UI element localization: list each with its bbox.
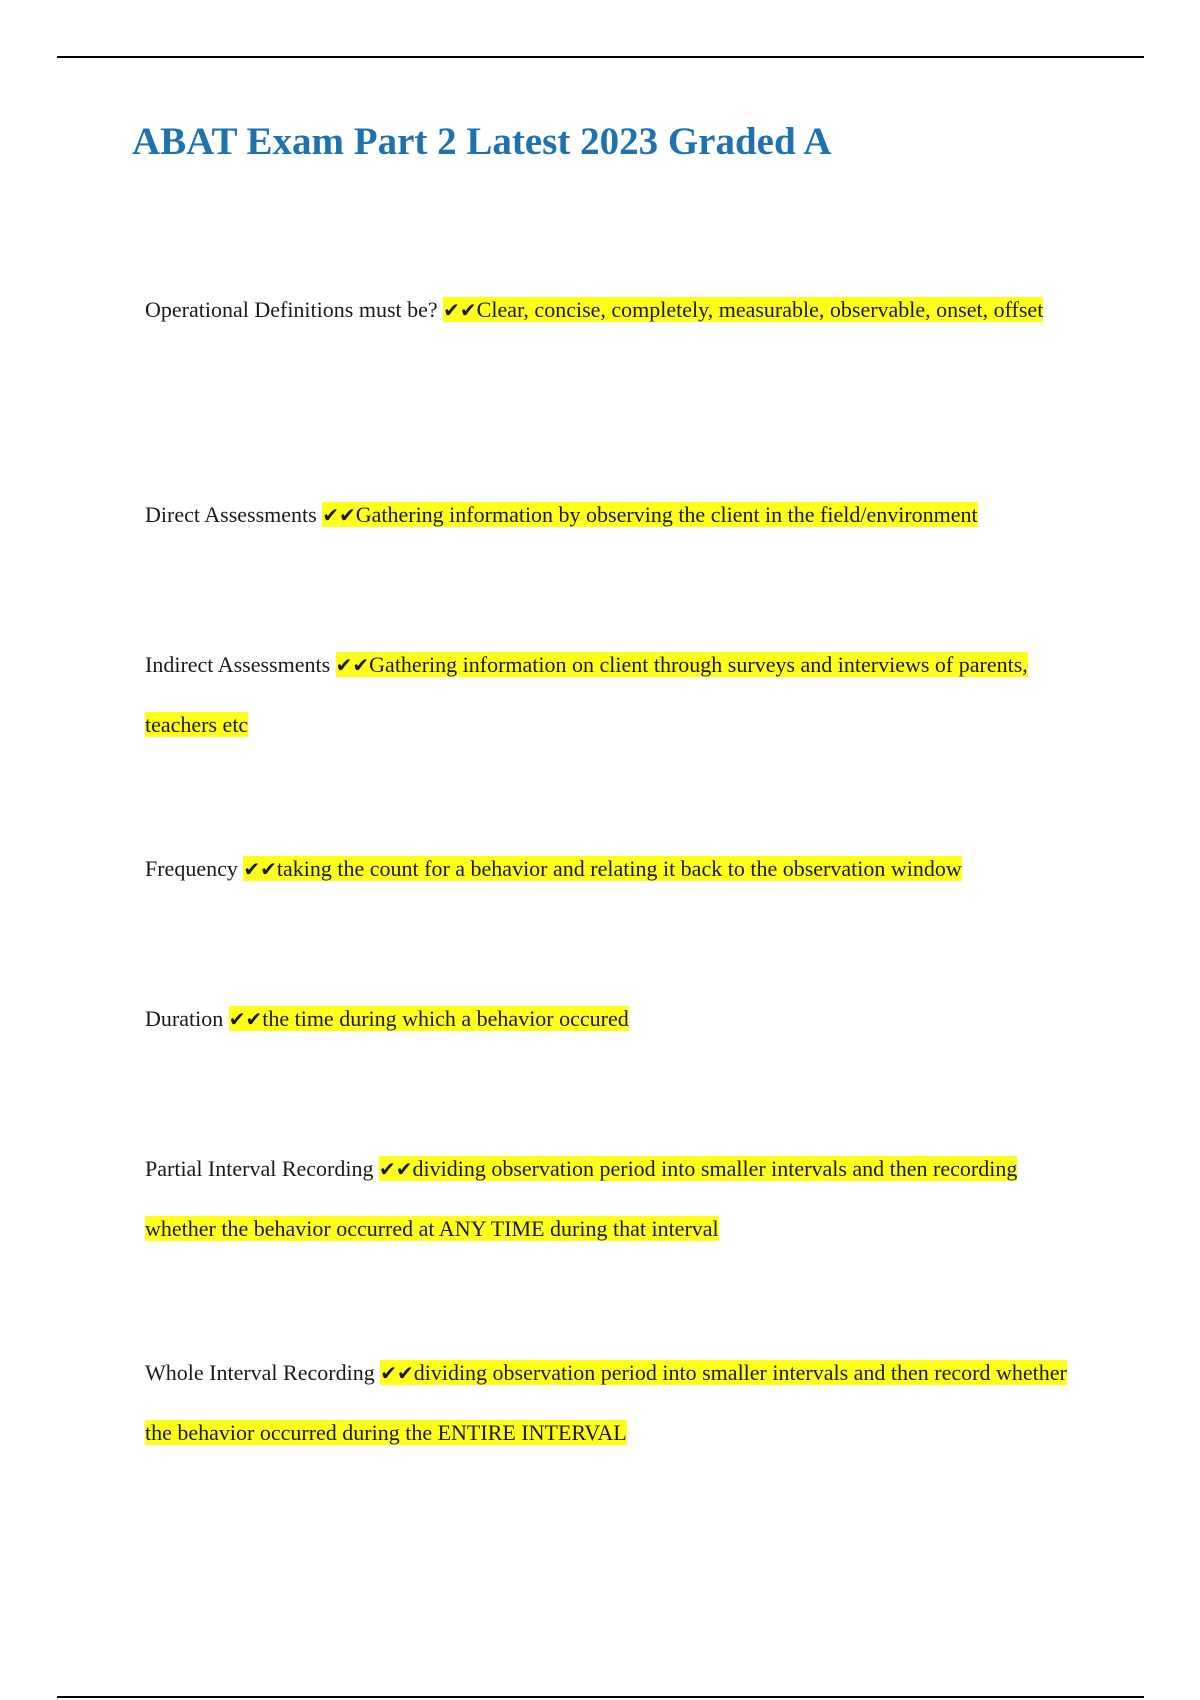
top-rule <box>57 56 1144 58</box>
qa-entry-direct-assessments <box>145 485 1085 545</box>
qa-answer-text: dividing observation period into smaller intervals and then recording whether the behavior occurred at ANY TIME during that interval <box>145 1156 1018 1241</box>
qa-answer <box>322 502 977 527</box>
double-check-icon: ✔✔ <box>228 1007 263 1031</box>
qa-answer-text: Clear, concise, completely, measurable, observable, onset, offset <box>476 297 1044 322</box>
qa-answer <box>243 856 961 881</box>
double-check-icon: ✔✔ <box>243 857 277 881</box>
double-check-icon: ✔✔ <box>322 503 356 527</box>
qa-term: Frequency <box>145 856 238 881</box>
qa-term: Operational Definitions must be? <box>145 297 438 322</box>
double-check-icon: ✔✔ <box>380 1361 414 1385</box>
qa-entry-indirect-assessments <box>145 635 1085 755</box>
qa-entry-partial-interval <box>145 1139 1085 1259</box>
qa-entry-operational-definitions <box>145 280 1085 340</box>
qa-answer <box>229 1006 629 1031</box>
qa-term: Indirect Assessments <box>145 652 331 677</box>
double-check-icon: ✔✔ <box>335 653 370 677</box>
double-check-icon: ✔✔ <box>443 298 477 322</box>
qa-answer-text: taking the count for a behavior and relating it back to the observation window <box>276 856 962 881</box>
qa-answer <box>443 297 1043 322</box>
document-title: ABAT Exam Part 2 Latest 2023 Graded A <box>132 120 832 163</box>
qa-entry-duration <box>145 989 1085 1049</box>
qa-entry-whole-interval <box>145 1343 1085 1463</box>
qa-answer-text: Gathering information on client through surveys and interviews of parents, teachers etc <box>145 652 1028 737</box>
double-check-icon: ✔✔ <box>378 1157 413 1181</box>
qa-term: Whole Interval Recording <box>145 1360 375 1385</box>
qa-answer-text: dividing observation period into smaller intervals and then record whether the behavior occurred during the ENTIRE INTERVAL <box>145 1360 1067 1445</box>
qa-term: Partial Interval Recording <box>145 1156 374 1181</box>
qa-term: Duration <box>145 1006 224 1031</box>
qa-term: Direct Assessments <box>145 502 317 527</box>
qa-answer-text: the time during which a behavior occured <box>262 1006 629 1031</box>
qa-answer-text: Gathering information by observing the client in the field/environment <box>355 502 978 527</box>
bottom-rule <box>57 1696 1144 1698</box>
qa-entry-frequency <box>145 839 1085 899</box>
